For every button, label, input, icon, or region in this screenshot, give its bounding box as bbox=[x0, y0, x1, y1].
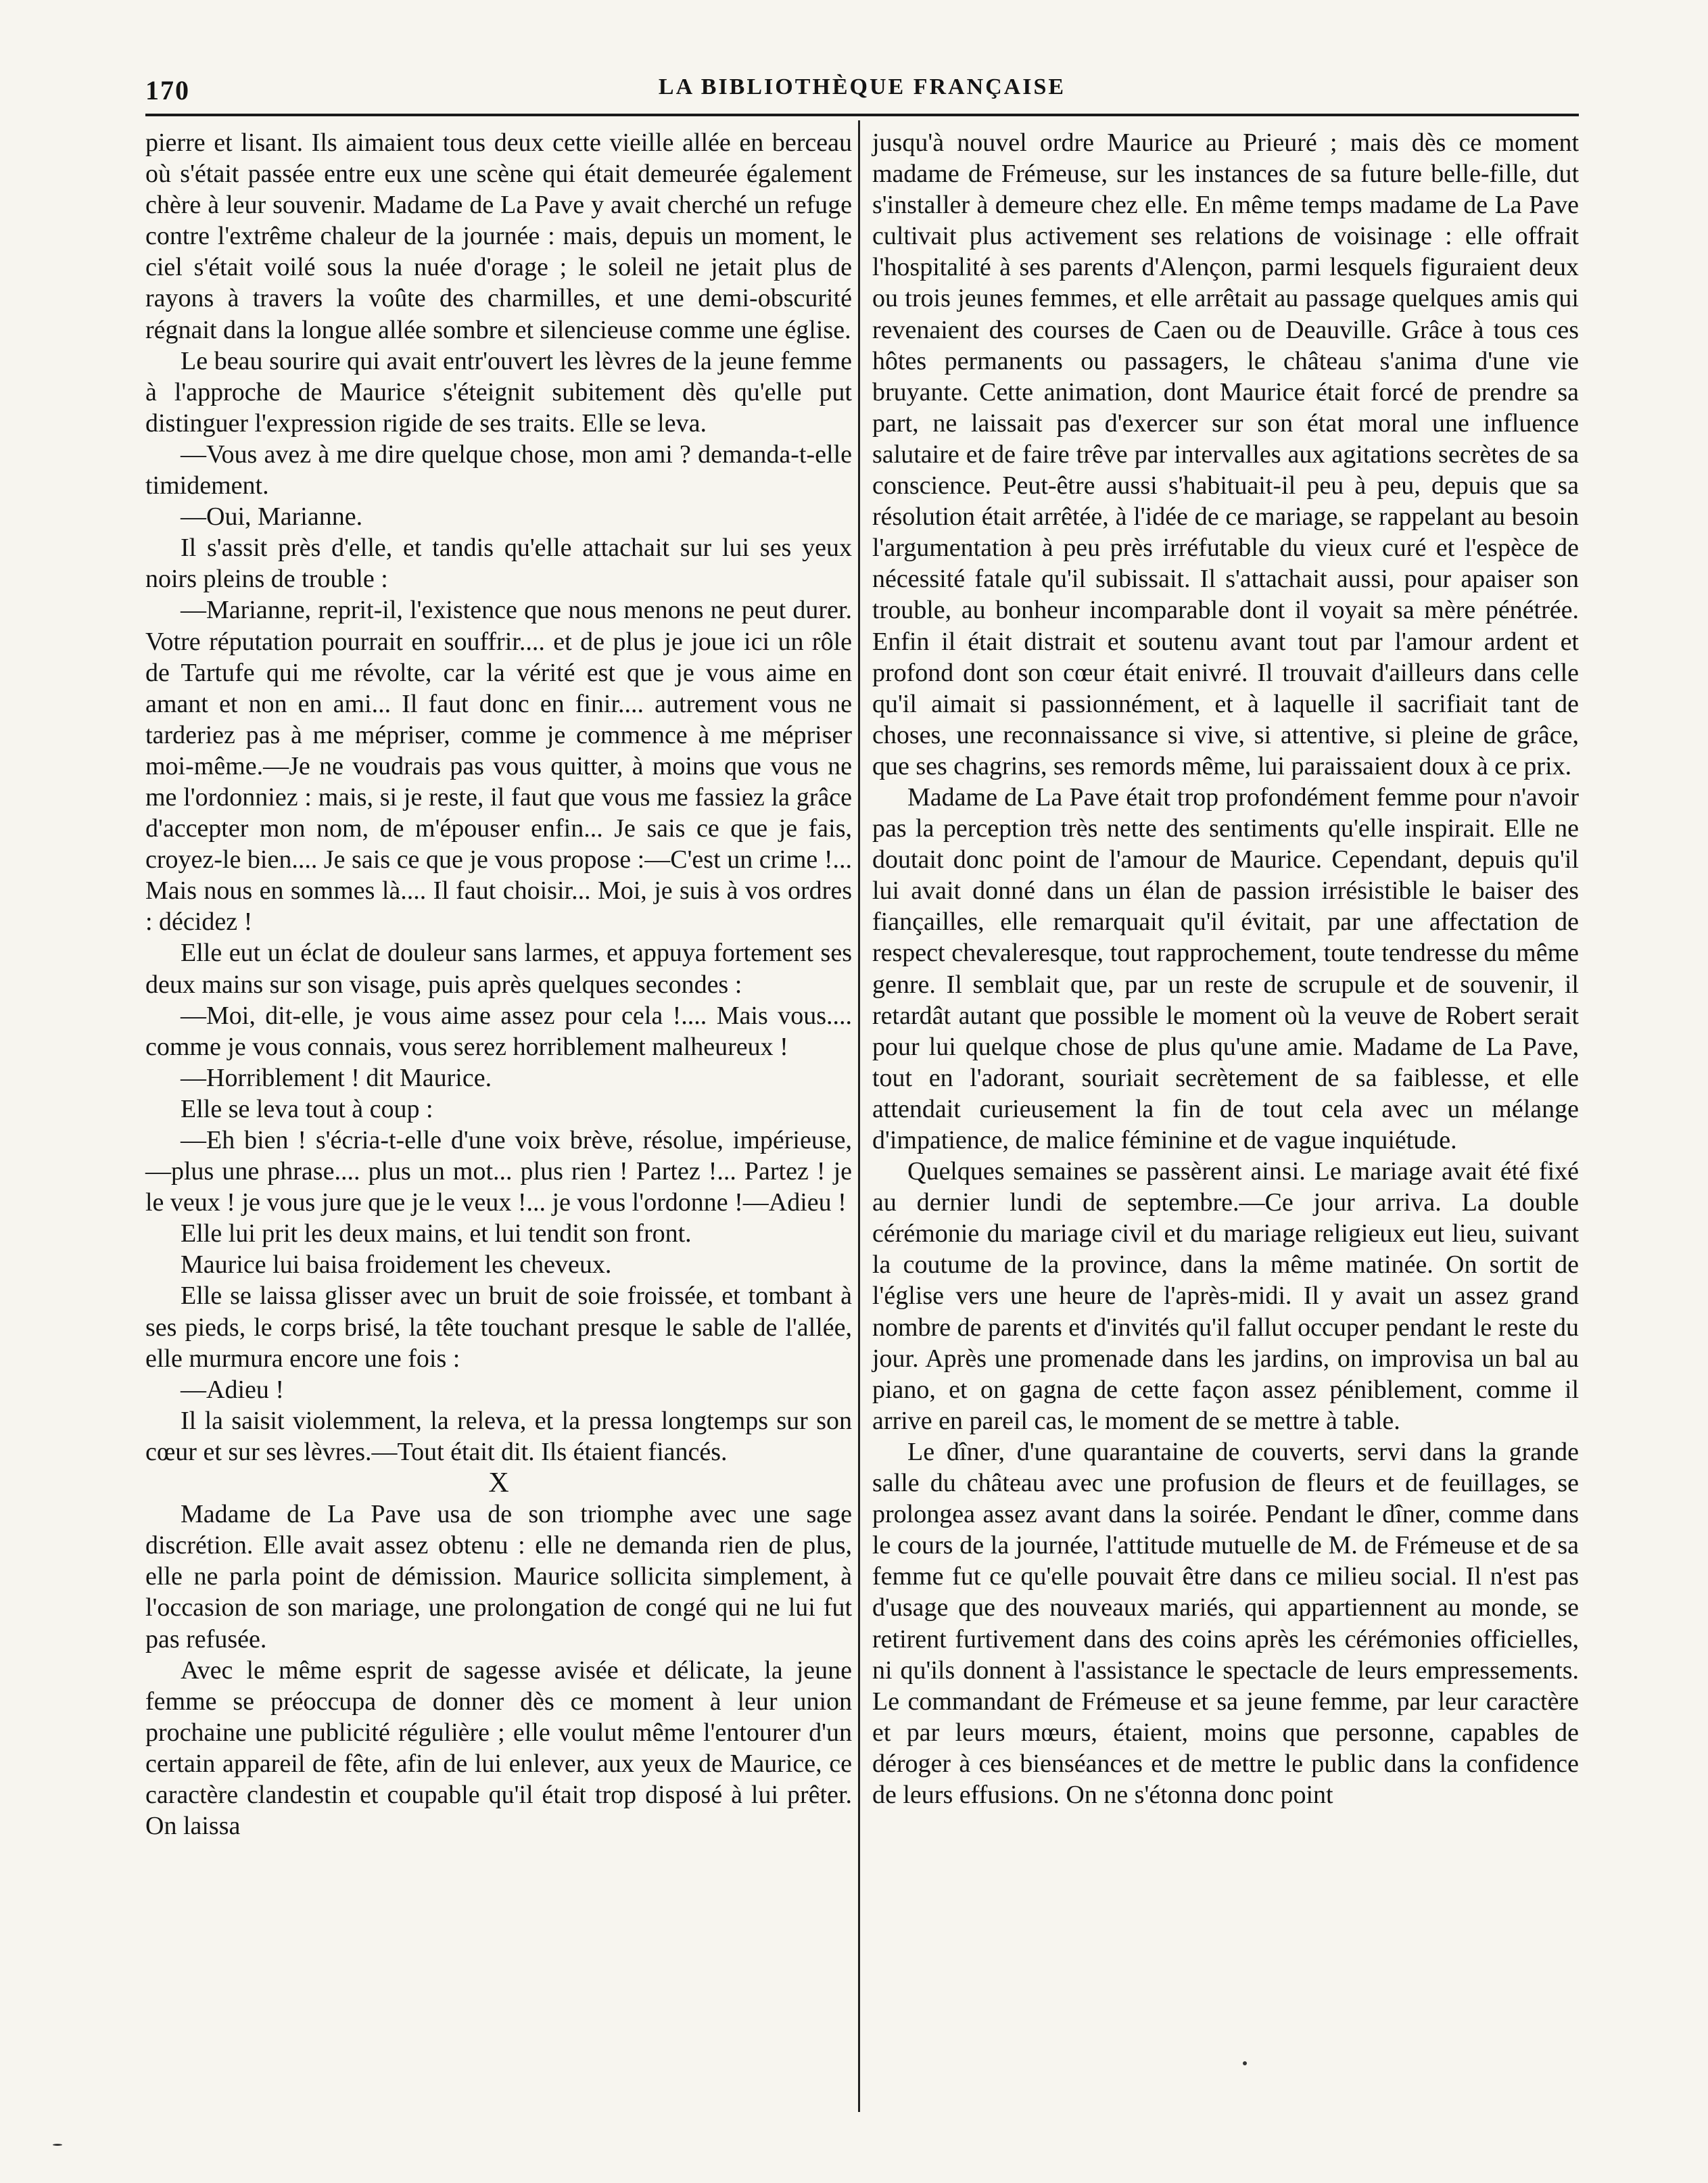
paragraph: Maurice lui baisa froidement les cheveux. bbox=[181, 1250, 612, 1280]
chapter-heading: X bbox=[488, 1468, 509, 1499]
paragraph: Elle se leva tout à coup : bbox=[181, 1094, 433, 1123]
paragraph: Elle se laissa glisser avec un bruit de soie froissée, et tombant à ses pieds, le corps brisé, la tête touchant presque le sable de l'allée, elle murmura encore une fois : bbox=[145, 1282, 852, 1373]
paragraph: jusqu'à nouvel ordre Maurice au Prieuré ; mais dès ce moment madame de Frémeuse, sur les instances de sa future belle-fille, dut s'installer à demeure chez elle. En même temps madame de La Pave cultivait plus activement ses relations de voisinage : elle offrait l'hospitalité à ses parents d'Alençon, parmi lesquels figuraient deux ou trois jeunes femmes, et elle arrêtait au passage quelques amis qui revenaient des courses de Caen ou de Deauville. Grâce à tous ces hôtes permanents ou passagers, le château s'anima d'une vie bruyante. Cette animation, dont Maurice était forcé de prendre sa part, ne laissait pas d'exercer sur son état moral une influence salutaire et de faire trêve par intervalles aux agitations secrètes de sa conscience. Peut-être aussi s'habituait-il peu à peu, depuis que sa résolution était arrêtée, à l'idée de ce mariage, se rappelant au besoin l'argumentation à peu près irréfutable du vieux curé et l'espèce de nécessité fatale qu'il subissait. Il s'attachait aussi, pour apaiser son trouble, au bonheur incomparable dont il voyait sa mère pénétrée. Enfin il était distrait et soutenu avant tout par l'amour ardent et profond dont son cœur était enivré. Il trouvait d'ailleurs dans celle qu'il aimait si passionnément, et à laquelle il sacrifiait tant de choses, une reconnaissance si vive, si attentive, si pleine de grâce, que ses chagrins, ses remords même, lui paraissaient doux à ce prix. bbox=[872, 128, 1579, 780]
paragraph: —Marianne, reprit-il, l'existence que nous menons ne peut durer. Votre réputation pourrait en souffrir.... et de plus je joue ici un rôle de Tartufe qui me révolte, car la vérité est que je vous aime en amant et non en ami... Il faut donc en finir.... autrement vous ne tarderiez pas à me mépriser, comme je commence à me mépriser moi-même.—Je ne voudrais pas vous quitter, à moins que vous ne me l'ordonniez : mais, si je reste, il faut que vous me fassiez la grâce d'accepter mon nom, de m'épouser enfin... Je sais ce que je fais, croyez-le bien.... Je sais ce que je vous propose :—C'est un crime !... Mais nous en sommes là.... Il faut choisir... Moi, je suis à vos ordres : décidez ! bbox=[145, 596, 852, 937]
paragraph: Madame de La Pave était trop profondément femme pour n'avoir pas la perception très nette des sentiments qu'elle inspirait. Elle ne doutait donc point de l'amour de Maurice. Cependant, depuis qu'il lui avait donné dans un élan de passion irrésistible le baiser des fiançailles, elle remarquait qu'il évitait, par une affectation de respect chevaleresque, tout rapprochement, toute tendresse du même genre. Il semblait que, par un reste de scrupule et de souvenir, il retardât autant que possible le moment où la veuve de Robert serait pour lui quelque chose de plus qu'une amie. Madame de La Pave, tout en l'adorant, souriait secrètement de sa faiblesse, et elle attendait curieusement la fin de tout cela avec un mélange d'impatience, de malice féminine et de vague inquiétude. bbox=[872, 782, 1579, 1154]
page-number: 170 bbox=[145, 75, 190, 105]
paragraph: Il s'assit près d'elle, et tandis qu'elle attachait sur lui ses yeux noirs pleins de trouble : bbox=[145, 534, 852, 594]
paragraph: —Vous avez à me dire quelque chose, mon ami ? demanda-t-elle timidement. bbox=[145, 440, 852, 500]
print-speck bbox=[1243, 2061, 1247, 2065]
paragraph: Quelques semaines se passèrent ainsi. Le mariage avait été fixé au dernier lundi de septembre.—Ce jour arriva. La double cérémonie du mariage civil et du mariage religieux eut lieu, suivant la coutume de la province, dans la même matinée. On sortit de l'église vers une heure de l'après-midi. Il y avait un assez grand nombre de parents et d'invités qu'il fallut occuper pendant le reste du jour. Après une promenade dans les jardins, on improvisa un bal au piano, et on gagna de cette façon assez péniblement, comme il arrive en pareil cas, le moment de se mettre à table. bbox=[872, 1157, 1579, 1435]
paragraph: Le beau sourire qui avait entr'ouvert les lèvres de la jeune femme à l'approche de Maurice s'éteignit subitement dès qu'elle put distinguer l'expression rigide de ses traits. Elle se leva. bbox=[145, 346, 852, 438]
print-speck bbox=[53, 2144, 62, 2146]
paragraph: Il la saisit violemment, la releva, et la pressa longtemps sur son cœur et sur ses lèvres.—Tout était dit. Ils étaient fiancés. bbox=[145, 1406, 852, 1466]
right-column bbox=[872, 127, 1579, 1810]
paragraph: Avec le même esprit de sagesse avisée et délicate, la jeune femme se préoccupa de donner dès ce moment à leur union prochaine une publicité régulière ; elle voulut même l'entourer d'un certain appareil de fête, afin de lui enlever, aux yeux de Maurice, ce caractère clandestin et coupable qu'il était trop disposé à lui prêter. On laissa bbox=[145, 1656, 852, 1841]
paragraph: —Oui, Marianne. bbox=[181, 502, 363, 532]
paragraph: —Adieu ! bbox=[181, 1375, 285, 1404]
paragraph: —Eh bien ! s'écria-t-elle d'une voix brève, résolue, impérieuse,—plus une phrase.... plus un mot... plus rien ! Partez !... Partez ! je le veux ! je vous jure que je le veux !... je vous l'ordonne !—Adieu ! bbox=[145, 1126, 852, 1217]
column-divider bbox=[858, 120, 860, 2112]
header-rule bbox=[145, 114, 1579, 116]
left-column bbox=[145, 127, 852, 1841]
paragraph: —Horriblement ! dit Maurice. bbox=[181, 1063, 492, 1092]
page-header bbox=[145, 74, 1579, 110]
paragraph: Elle lui prit les deux mains, et lui tendit son front. bbox=[181, 1219, 692, 1248]
paragraph: pierre et lisant. Ils aimaient tous deux cette vieille allée en berceau où s'était passée entre eux une scène qui était demeurée également chère à leur souvenir. Madame de La Pave y avait cherché un refuge contre l'extrême chaleur de la journée : mais, depuis un moment, le ciel s'était voilé sous la nuée d'orage ; le soleil ne jetait plus de rayons à travers la voûte des charmilles, et une demi-obscurité régnait dans la longue allée sombre et silencieuse comme une église. bbox=[145, 128, 852, 344]
paragraph: —Moi, dit-elle, je vous aime assez pour cela !.... Mais vous.... comme je vous connais, vous serez horriblement malheureux ! bbox=[145, 1001, 852, 1061]
paragraph: Le dîner, d'une quarantaine de couverts, servi dans la grande salle du château avec une profusion de fleurs et de feuillages, se prolongea assez avant dans la soirée. Pendant le dîner, comme dans le cours de la journée, l'attitude mutuelle de M. de Frémeuse et de sa femme fut ce qu'elle pouvait être dans ce milieu social. Il n'est pas d'usage que des nouveaux mariés, qui appartiennent au monde, se retirent furtivement dans des coins après les cérémonies officielles, ni qu'ils donnent à l'assistance le spectacle de leurs empressements. Le commandant de Frémeuse et sa jeune femme, par leur caractère et par leurs mœurs, étaient, moins que personne, capables de déroger à ces bienséances et de mettre le public dans la confidence de leurs effusions. On ne s'étonna donc point bbox=[872, 1437, 1579, 1809]
paragraph: Elle eut un éclat de douleur sans larmes, et appuya fortement ses deux mains sur son visage, puis après quelques secondes : bbox=[145, 939, 852, 999]
paragraph: Madame de La Pave usa de son triomphe avec une sage discrétion. Elle avait assez obtenu : elle ne demanda rien de plus, elle ne parla point de démission. Maurice sollicita simplement, à l'occasion de son mariage, une prolongation de congé qui ne lui fut pas refusée. bbox=[145, 1500, 852, 1653]
journal-title: LA BIBLIOTHÈQUE FRANÇAISE bbox=[658, 74, 1066, 99]
